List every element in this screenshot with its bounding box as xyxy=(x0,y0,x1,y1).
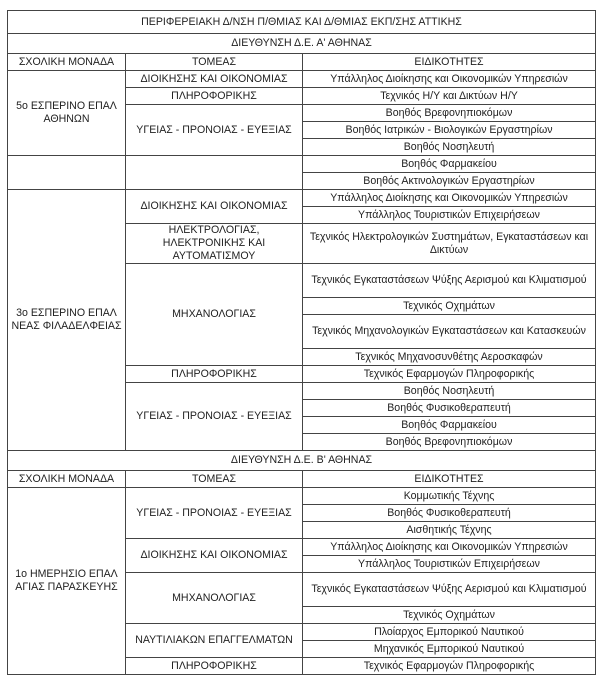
specialty-cell: Βοηθός Βρεφονηπιοκόμων xyxy=(303,434,596,451)
sector-cell: ΜΗΧΑΝΟΛΟΓΙΑΣ xyxy=(126,264,303,366)
specialty-cell: Τεχνικός Ηλεκτρολογικών Συστημάτων, Εγκαταστάσεων και Δικτύων xyxy=(303,224,596,264)
column-header-school: ΣΧΟΛΙΚΗ ΜΟΝΑΔΑ xyxy=(8,471,126,488)
sector-cell: ΠΛΗΡΟΦΟΡΙΚΗΣ xyxy=(126,88,303,105)
sector-cell: ΜΗΧΑΝΟΛΟΓΙΑΣ xyxy=(126,573,303,624)
sector-cell: ΥΓΕΙΑΣ - ΠΡΟΝΟΙΑΣ - ΕΥΕΞΙΑΣ xyxy=(126,105,303,156)
specialty-cell: Αισθητικής Τέχνης xyxy=(303,522,596,539)
specialty-cell: Βοηθός Νοσηλευτή xyxy=(303,139,596,156)
specialty-cell: Βοηθός Φαρμακείου xyxy=(303,156,596,173)
table-row xyxy=(8,156,596,173)
column-header-sector: ΤΟΜΕΑΣ xyxy=(126,54,303,71)
school-name-cell xyxy=(8,156,126,190)
sector-cell: ΥΓΕΙΑΣ - ΠΡΟΝΟΙΑΣ - ΕΥΕΞΙΑΣ xyxy=(126,383,303,451)
table-row xyxy=(8,190,596,207)
specialty-cell: Βοηθός Ιατρικών - Βιολογικών Εργαστηρίων xyxy=(303,122,596,139)
sector-cell: ΠΛΗΡΟΦΟΡΙΚΗΣ xyxy=(126,658,303,675)
sector-cell: ΔΙΟΙΚΗΣΗΣ ΚΑΙ ΟΙΚΟΝΟΜΙΑΣ xyxy=(126,71,303,88)
specialty-cell: Υπάλληλος Διοίκησης και Οικονομικών Υπηρεσιών xyxy=(303,71,596,88)
specialty-cell: Τεχνικός Η/Υ και Δικτύων Η/Υ xyxy=(303,88,596,105)
specialty-cell: Τεχνικός Οχημάτων xyxy=(303,607,596,624)
table-title: ΠΕΡΙΦΕΡΕΙΑΚΗ Δ/ΝΣΗ Π/ΘΜΙΑΣ ΚΑΙ Δ/ΘΜΙΑΣ ΕΚΠ/ΣΗΣ ΑΤΤΙΚΗΣ xyxy=(8,11,596,34)
table-row xyxy=(8,488,596,505)
specialty-cell: Τεχνικός Μηχανολογικών Εγκαταστάσεων και Κατασκευών xyxy=(303,315,596,349)
specialty-cell: Τεχνικός Εφαρμογών Πληροφορικής xyxy=(303,366,596,383)
specialty-cell: Τεχνικός Οχημάτων xyxy=(303,298,596,315)
specialty-cell: Τεχνικός Μηχανοσυνθέτης Αεροσκαφών xyxy=(303,349,596,366)
column-header-specialties: ΕΙΔΙΚΟΤΗΤΕΣ xyxy=(303,471,596,488)
column-header-school: ΣΧΟΛΙΚΗ ΜΟΝΑΔΑ xyxy=(8,54,126,71)
sector-cell: ΝΑΥΤΙΛΙΑΚΩΝ ΕΠΑΓΓΕΛΜΑΤΩΝ xyxy=(126,624,303,658)
school-name-cell: 3ο ΕΣΠΕΡΙΝΟ ΕΠΑΛ ΝΕΑΣ ΦΙΛΑΔΕΛΦΕΙΑΣ xyxy=(8,190,126,451)
sector-cell: ΗΛΕΚΤΡΟΛΟΓΙΑΣ, ΗΛΕΚΤΡΟΝΙΚΗΣ ΚΑΙ ΑΥΤΟΜΑΤΙΣΜΟΥ xyxy=(126,224,303,264)
specialty-cell: Υπάλληλος Τουριστικών Επιχειρήσεων xyxy=(303,207,596,224)
header-row xyxy=(8,54,596,71)
table-title-row xyxy=(8,11,596,34)
header-row xyxy=(8,471,596,488)
school-name-cell: 1ο ΗΜΕΡΗΣΙΟ ΕΠΑΛ ΑΓΙΑΣ ΠΑΡΑΣΚΕΥΗΣ xyxy=(8,488,126,675)
school-name-cell: 5ο ΕΣΠΕΡΙΝΟ ΕΠΑΛ ΑΘΗΝΩΝ xyxy=(8,71,126,156)
specialty-cell: Βοηθός Νοσηλευτή xyxy=(303,383,596,400)
specialty-cell: Βοηθός Φαρμακείου xyxy=(303,417,596,434)
specialty-cell: Υπάλληλος Διοίκησης και Οικονομικών Υπηρεσιών xyxy=(303,190,596,207)
specialty-cell: Βοηθός Βρεφονηπιοκόμων xyxy=(303,105,596,122)
specialty-cell: Πλοίαρχος Εμπορικού Ναυτικού xyxy=(303,624,596,641)
specialty-cell: Υπάλληλος Διοίκησης και Οικονομικών Υπηρεσιών xyxy=(303,539,596,556)
directorate-title: ΔΙΕΥΘΥΝΣΗ Δ.Ε. Α' ΑΘΗΝΑΣ xyxy=(8,34,596,54)
specialty-cell: Βοηθός Ακτινολογικών Εργαστηρίων xyxy=(303,173,596,190)
specialty-cell: Τεχνικός Εγκαταστάσεων Ψύξης Αερισμού και Κλιματισμού xyxy=(303,573,596,607)
sector-cell: ΔΙΟΙΚΗΣΗΣ ΚΑΙ ΟΙΚΟΝΟΜΙΑΣ xyxy=(126,539,303,573)
specialty-cell: Τεχνικός Εφαρμογών Πληροφορικής xyxy=(303,658,596,675)
sector-cell: ΔΙΟΙΚΗΣΗΣ ΚΑΙ ΟΙΚΟΝΟΜΙΑΣ xyxy=(126,190,303,224)
specialty-cell: Τεχνικός Εγκαταστάσεων Ψύξης Αερισμού και Κλιματισμού xyxy=(303,264,596,298)
table-row xyxy=(8,71,596,88)
specialty-cell: Βοηθός Φυσικοθεραπευτή xyxy=(303,505,596,522)
specialty-cell: Κομμωτικής Τέχνης xyxy=(303,488,596,505)
directorate-row xyxy=(8,34,596,54)
schools-table xyxy=(7,10,596,675)
column-header-specialties: ΕΙΔΙΚΟΤΗΤΕΣ xyxy=(303,54,596,71)
sector-cell xyxy=(126,156,303,190)
directorate-row xyxy=(8,451,596,471)
specialty-cell: Βοηθός Φυσικοθεραπευτή xyxy=(303,400,596,417)
sector-cell: ΥΓΕΙΑΣ - ΠΡΟΝΟΙΑΣ - ΕΥΕΞΙΑΣ xyxy=(126,488,303,539)
directorate-title: ΔΙΕΥΘΥΝΣΗ Δ.Ε. Β' ΑΘΗΝΑΣ xyxy=(8,451,596,471)
sector-cell: ΠΛΗΡΟΦΟΡΙΚΗΣ xyxy=(126,366,303,383)
specialty-cell: Μηχανικός Εμπορικού Ναυτικού xyxy=(303,641,596,658)
specialty-cell: Υπάλληλος Τουριστικών Επιχειρήσεων xyxy=(303,556,596,573)
column-header-sector: ΤΟΜΕΑΣ xyxy=(126,471,303,488)
